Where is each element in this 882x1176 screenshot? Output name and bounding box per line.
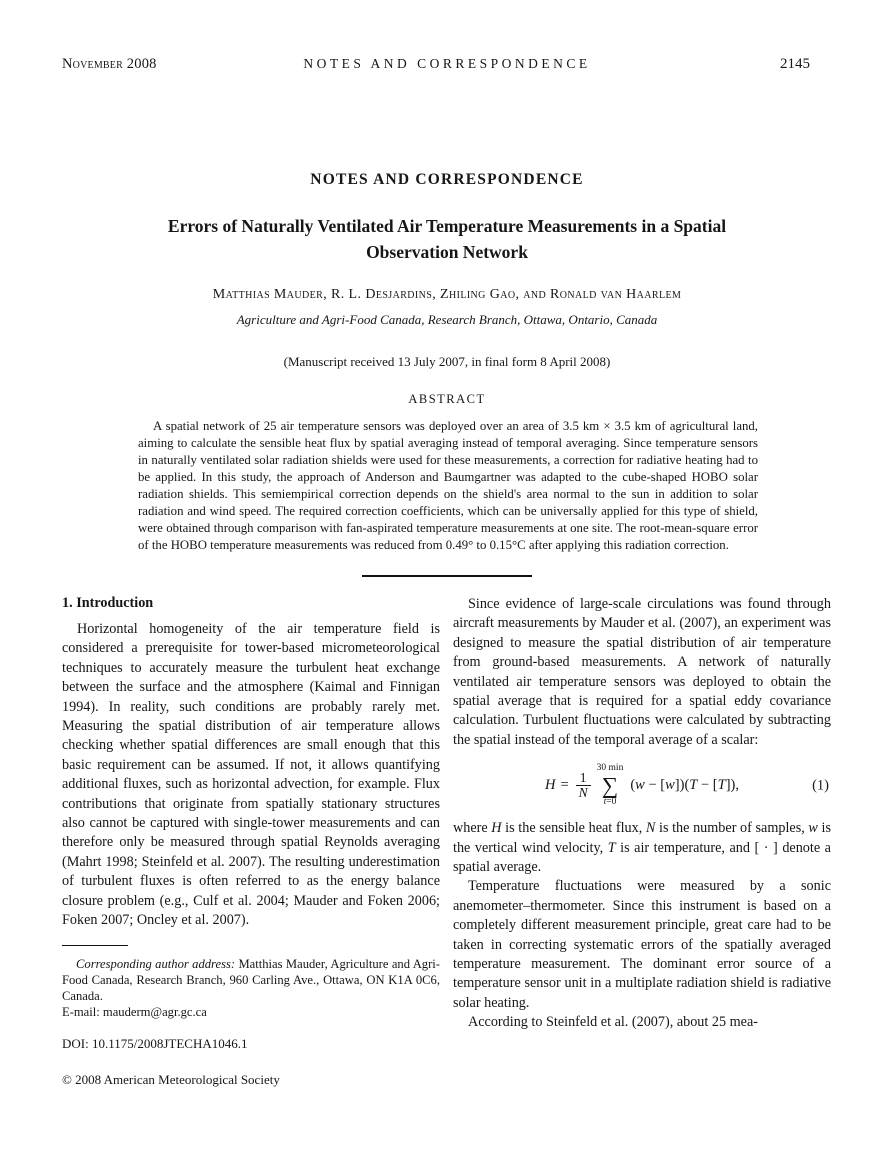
manuscript-note: (Manuscript received 13 July 2007, in final form 8 April 2008) (283, 354, 611, 369)
sonic-paragraph: Temperature fluctuations were measured by a sonic anemometer–thermometer. Since this instrument is based on a completely different measurement principle, great care had to be taken in correcting systematic errors of the spatially averaged temperature measurement. The dominant error source of a temperature sensor unit in a multiplate radiation shield is radiative solar heating. (453, 878, 831, 1011)
section-1-heading: 1. Introduction (62, 595, 154, 611)
equation-lhs: H (544, 777, 556, 794)
summation-lower-limit: t=0 (603, 796, 617, 807)
affiliation: Agriculture and Agri-Food Canada, Research Branch, Ottawa, Ontario, Canada (236, 312, 658, 327)
summation-symbol (597, 764, 624, 807)
equation-equals: = (560, 777, 569, 794)
corresponding-author-address: Matthias Mauder, Agriculture and Agri-Food Canada, Research Branch, 960 Carling Ave., Ottawa, ON K1A 0C6, Canada. (62, 956, 440, 1003)
fraction-denominator: N (578, 785, 588, 801)
fraction-numerator: 1 (579, 770, 587, 785)
summation-upper-limit: 30 min (596, 763, 624, 774)
issue-date: November 2008 (62, 56, 157, 72)
abstract-heading: ABSTRACT (408, 392, 486, 406)
corresponding-author-footnote (62, 956, 440, 1005)
doi-line: DOI: 10.1175/2008JTECHA1046.1 (62, 1036, 248, 1052)
abstract-separator-rule (362, 575, 532, 577)
left-column (62, 595, 440, 1088)
steinfeld-paragraph: According to Steinfeld et al. (2007), about 25 mea- (468, 1014, 758, 1031)
author-list: Matthias Mauder, R. L. Desjardins, Zhiling Gao, and Ronald van Haarlem (212, 287, 682, 302)
sigma-glyph: ∑ (601, 772, 619, 798)
footnote-block (62, 945, 440, 1021)
equation-fraction (576, 771, 591, 800)
corresponding-author-label: Corresponding author address: (76, 956, 236, 971)
intro-paragraph: Horizontal homogeneity of the air temperature field is considered a prerequisite for tower-based micrometeorological techniques to accurately measure the turbulent heat exchange between the surface and the atmosphere (Kaimal and Finnigan 1994). In reality, such conditions are probably rarely met. Measuring the spatial distribution of air temperature allows checking whether spatial differences are small enough that this basic requirement can be assumed. If not, it allows quantifying additional fluxes, such as horizontal advection, for example. Flux contributions that originate from spatially stationary structures also cannot be captured with single-tower measurements and can therefore only be measured through spatial Reynolds averaging (Mahrt 1998; Steinfeld et al. 2007). The resulting underestimation of turbulent fluxes is often referred to as the energy balance closure problem (e.g., Culf et al. 2004; Mauder and Foken 2006; Foken 2007; Oncley et al. 2007). (62, 621, 440, 929)
where-paragraph: where H is the sensible heat flux, N is the number of samples, w is the vertical wind velocity, T is air temperature, and [ · ] denote a spatial average. (453, 820, 831, 875)
equation-body: (w − [w])(T − [T]), (630, 777, 739, 794)
right-column (453, 595, 831, 1088)
article-title: Errors of Naturally Ventilated Air Temperature Measurements in a Spatial Observation Network (167, 216, 727, 262)
two-column-body (62, 595, 832, 1088)
experiment-paragraph: Since evidence of large-scale circulations was found through aircraft measurements by Mauder et al. (2007), an experiment was designed to measure the spatial distribution of air temperature from ground-based measurements. A network of naturally ventilated air temperature sensors was deployed to obtain the spatial average that is required for a spatial eddy covariance calculation. Turbulent fluctuations were calculated by subtracting the spatial instead of the temporal average of a scalar: (453, 596, 831, 748)
copyright-line: © 2008 American Meteorological Society (62, 1072, 280, 1088)
footnote-rule (62, 945, 128, 946)
equation-number: (1) (812, 777, 829, 794)
running-header (62, 56, 832, 73)
abstract-text: A spatial network of 25 air temperature sensors was deployed over an area of 3.5 km × 3.5 km of agricultural land, aiming to calculate the sensible heat flux by spatial averaging instead of temporal averaging. Since temperature sensors in naturally ventilated solar radiation shields were used for these measurements, a correction for radiative heating had to be applied. In this study, the approach of Anderson and Baumgartner was adapted to the cube-shaped HOBO solar radiation shields. This semiempirical correction depends on the shield's area normal to the sun in addition to solar radiation and wind speed. The required correction coefficients, which can be universally applied for this type of shield, were obtained through comparison with fan-aspirated temperature measurements at one site. The root-mean-square error of the HOBO temperature measurements was reduced from 0.49° to 0.15°C after applying this radiation correction. (138, 419, 758, 552)
running-title: NOTES AND CORRESPONDENCE (303, 56, 591, 71)
equation-1 (453, 764, 831, 807)
section-heading: NOTES AND CORRESPONDENCE (310, 171, 584, 188)
email-line: E-mail: mauderm@agr.gc.ca (62, 1005, 207, 1020)
page-number: 2145 (780, 56, 810, 72)
